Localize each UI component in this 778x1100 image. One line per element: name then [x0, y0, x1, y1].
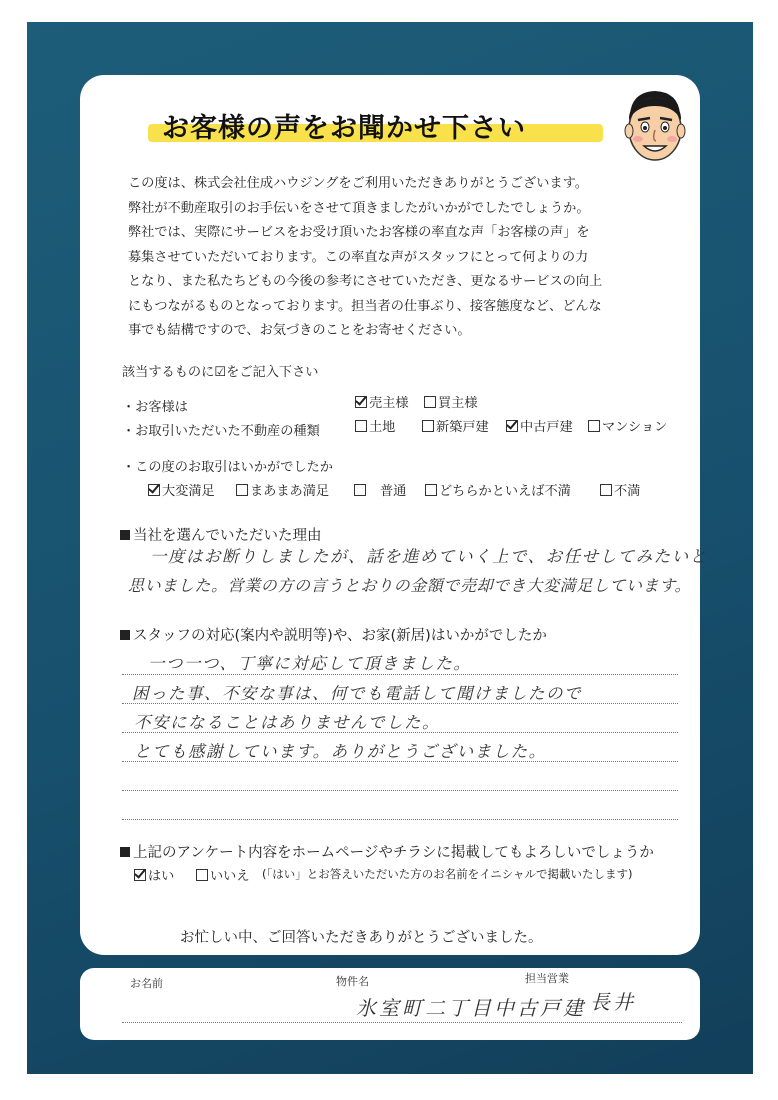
section-staff-heading: スタッフの対応(案内や説明等)や、お家(新居)はいかがでしたか [120, 624, 547, 645]
answer-dotted-line [122, 732, 678, 733]
option-fairly-satisfied[interactable]: まあまあ満足 [236, 480, 329, 499]
intro-line: 事でも結構ですので、お気づきのことをお寄せください。 [128, 323, 471, 338]
intro-line: 弊社が不動産取引のお手伝いをさせて頂きましたがいかがでしたでしょうか。 [128, 200, 590, 216]
title-block [148, 104, 608, 152]
answer-dotted-line [122, 674, 678, 675]
option-dissatisfied[interactable]: 不満 [600, 480, 640, 499]
checkbox-icon[interactable] [425, 484, 437, 496]
option-publish-no[interactable]: いいえ [196, 865, 250, 884]
checkbox-icon[interactable] [355, 420, 367, 432]
question-customer-type: ・お客様は [122, 400, 188, 415]
option-land[interactable]: 土地 [355, 416, 395, 435]
answer-dotted-line [122, 819, 678, 820]
staff-answer-line: 困った事、不安な事は、何でも電話して聞けましたので [132, 684, 582, 703]
intro-line: 弊社では、実際にサービスをお受け頂いたお客様の率直な声「お客様の声」を [128, 225, 590, 240]
checkbox-checked-icon[interactable] [148, 484, 160, 496]
option-somewhat-dissatisfied[interactable]: どちらかといえば不満 [425, 480, 571, 499]
checkbox-icon[interactable] [600, 484, 612, 496]
checkbox-icon[interactable] [588, 420, 600, 432]
checkbox-checked-icon[interactable] [355, 396, 367, 408]
sales-label: 担当営業 [525, 972, 569, 985]
option-publish-yes[interactable]: はい [134, 865, 174, 884]
question-satisfaction: ・この度のお取引はいかがでしたか [122, 460, 333, 475]
answer-dotted-line [122, 703, 678, 704]
intro-line: 募集させていただいております。この率直な声がスタッフにとって何よりの力 [128, 249, 589, 265]
intro-line: この度は、株式会社住成ハウジングをご利用いただきありがとうございます。 [128, 176, 588, 191]
answer-dotted-line [122, 790, 678, 791]
check-instruction: 該当するものに☑をご記入下さい [122, 365, 319, 380]
property-name-value: 氷室町二丁目中古戸建 [356, 996, 586, 1020]
intro-line: となり、また私たちどもの今後の参考にさせていただき、更なるサービスの向上 [128, 274, 603, 289]
reason-answer-line: 一度はお断りしましたが、話を進めていく上で、お任せしてみたいと [150, 547, 708, 566]
intro-line: にもつながるものとなっております。担当者の仕事ぶり、接客態度など、どんな [128, 298, 602, 314]
answer-dotted-line [122, 761, 678, 762]
square-bullet-icon [120, 847, 130, 857]
checkbox-icon[interactable] [424, 396, 436, 408]
staff-answer-line: とても感謝しています。ありがとうございました。 [134, 742, 547, 761]
checkbox-checked-icon[interactable] [506, 420, 518, 432]
mascot-face-icon [616, 84, 694, 168]
section-publish-heading: 上記のアンケート内容をホームページやチラシに掲載してもよろしいでしょうか [120, 841, 654, 862]
square-bullet-icon [120, 630, 130, 640]
thanks-message: お忙しい中、ご回答いただきありがとうございました。 [180, 930, 543, 946]
checkbox-icon[interactable] [196, 869, 208, 881]
name-label: お名前 [130, 977, 163, 990]
checkbox-icon[interactable] [422, 420, 434, 432]
checkbox-icon[interactable] [236, 484, 248, 496]
option-used-house[interactable]: 中古戸建 [506, 416, 573, 435]
sales-person-value: 長井 [590, 990, 636, 1014]
staff-answer-line: 一つ一つ、丁寧に対応して頂きました。 [148, 654, 472, 673]
page-title: お客様の声をお聞かせ下さい [162, 113, 526, 144]
footer-dotted-line [122, 1022, 682, 1023]
option-buyer[interactable]: 買主様 [424, 392, 478, 411]
checkbox-checked-icon[interactable] [134, 869, 146, 881]
option-very-satisfied[interactable]: 大変満足 [148, 480, 215, 499]
staff-answer-line: 不安になることはありませんでした。 [134, 713, 440, 732]
checkbox-icon[interactable] [354, 484, 366, 496]
publish-note: (「はい」とお答えいただいた方のお名前をイニシャルで掲載いたします) [262, 867, 633, 881]
question-property-type: ・お取引いただいた不動産の種類 [122, 424, 320, 439]
option-seller[interactable]: 売主様 [355, 392, 409, 411]
option-neutral[interactable]: 普通 [354, 480, 406, 499]
section-reason-heading: 当社を選んでいただいた理由 [120, 524, 322, 545]
option-condo[interactable]: マンション [588, 416, 667, 435]
property-label: 物件名 [336, 975, 369, 988]
option-new-house[interactable]: 新築戸建 [422, 416, 489, 435]
reason-answer-line: 思いました。営業の方の言うとおりの金額で売却でき大変満足しています。 [128, 576, 692, 595]
intro-text [128, 172, 688, 344]
square-bullet-icon [120, 530, 130, 540]
